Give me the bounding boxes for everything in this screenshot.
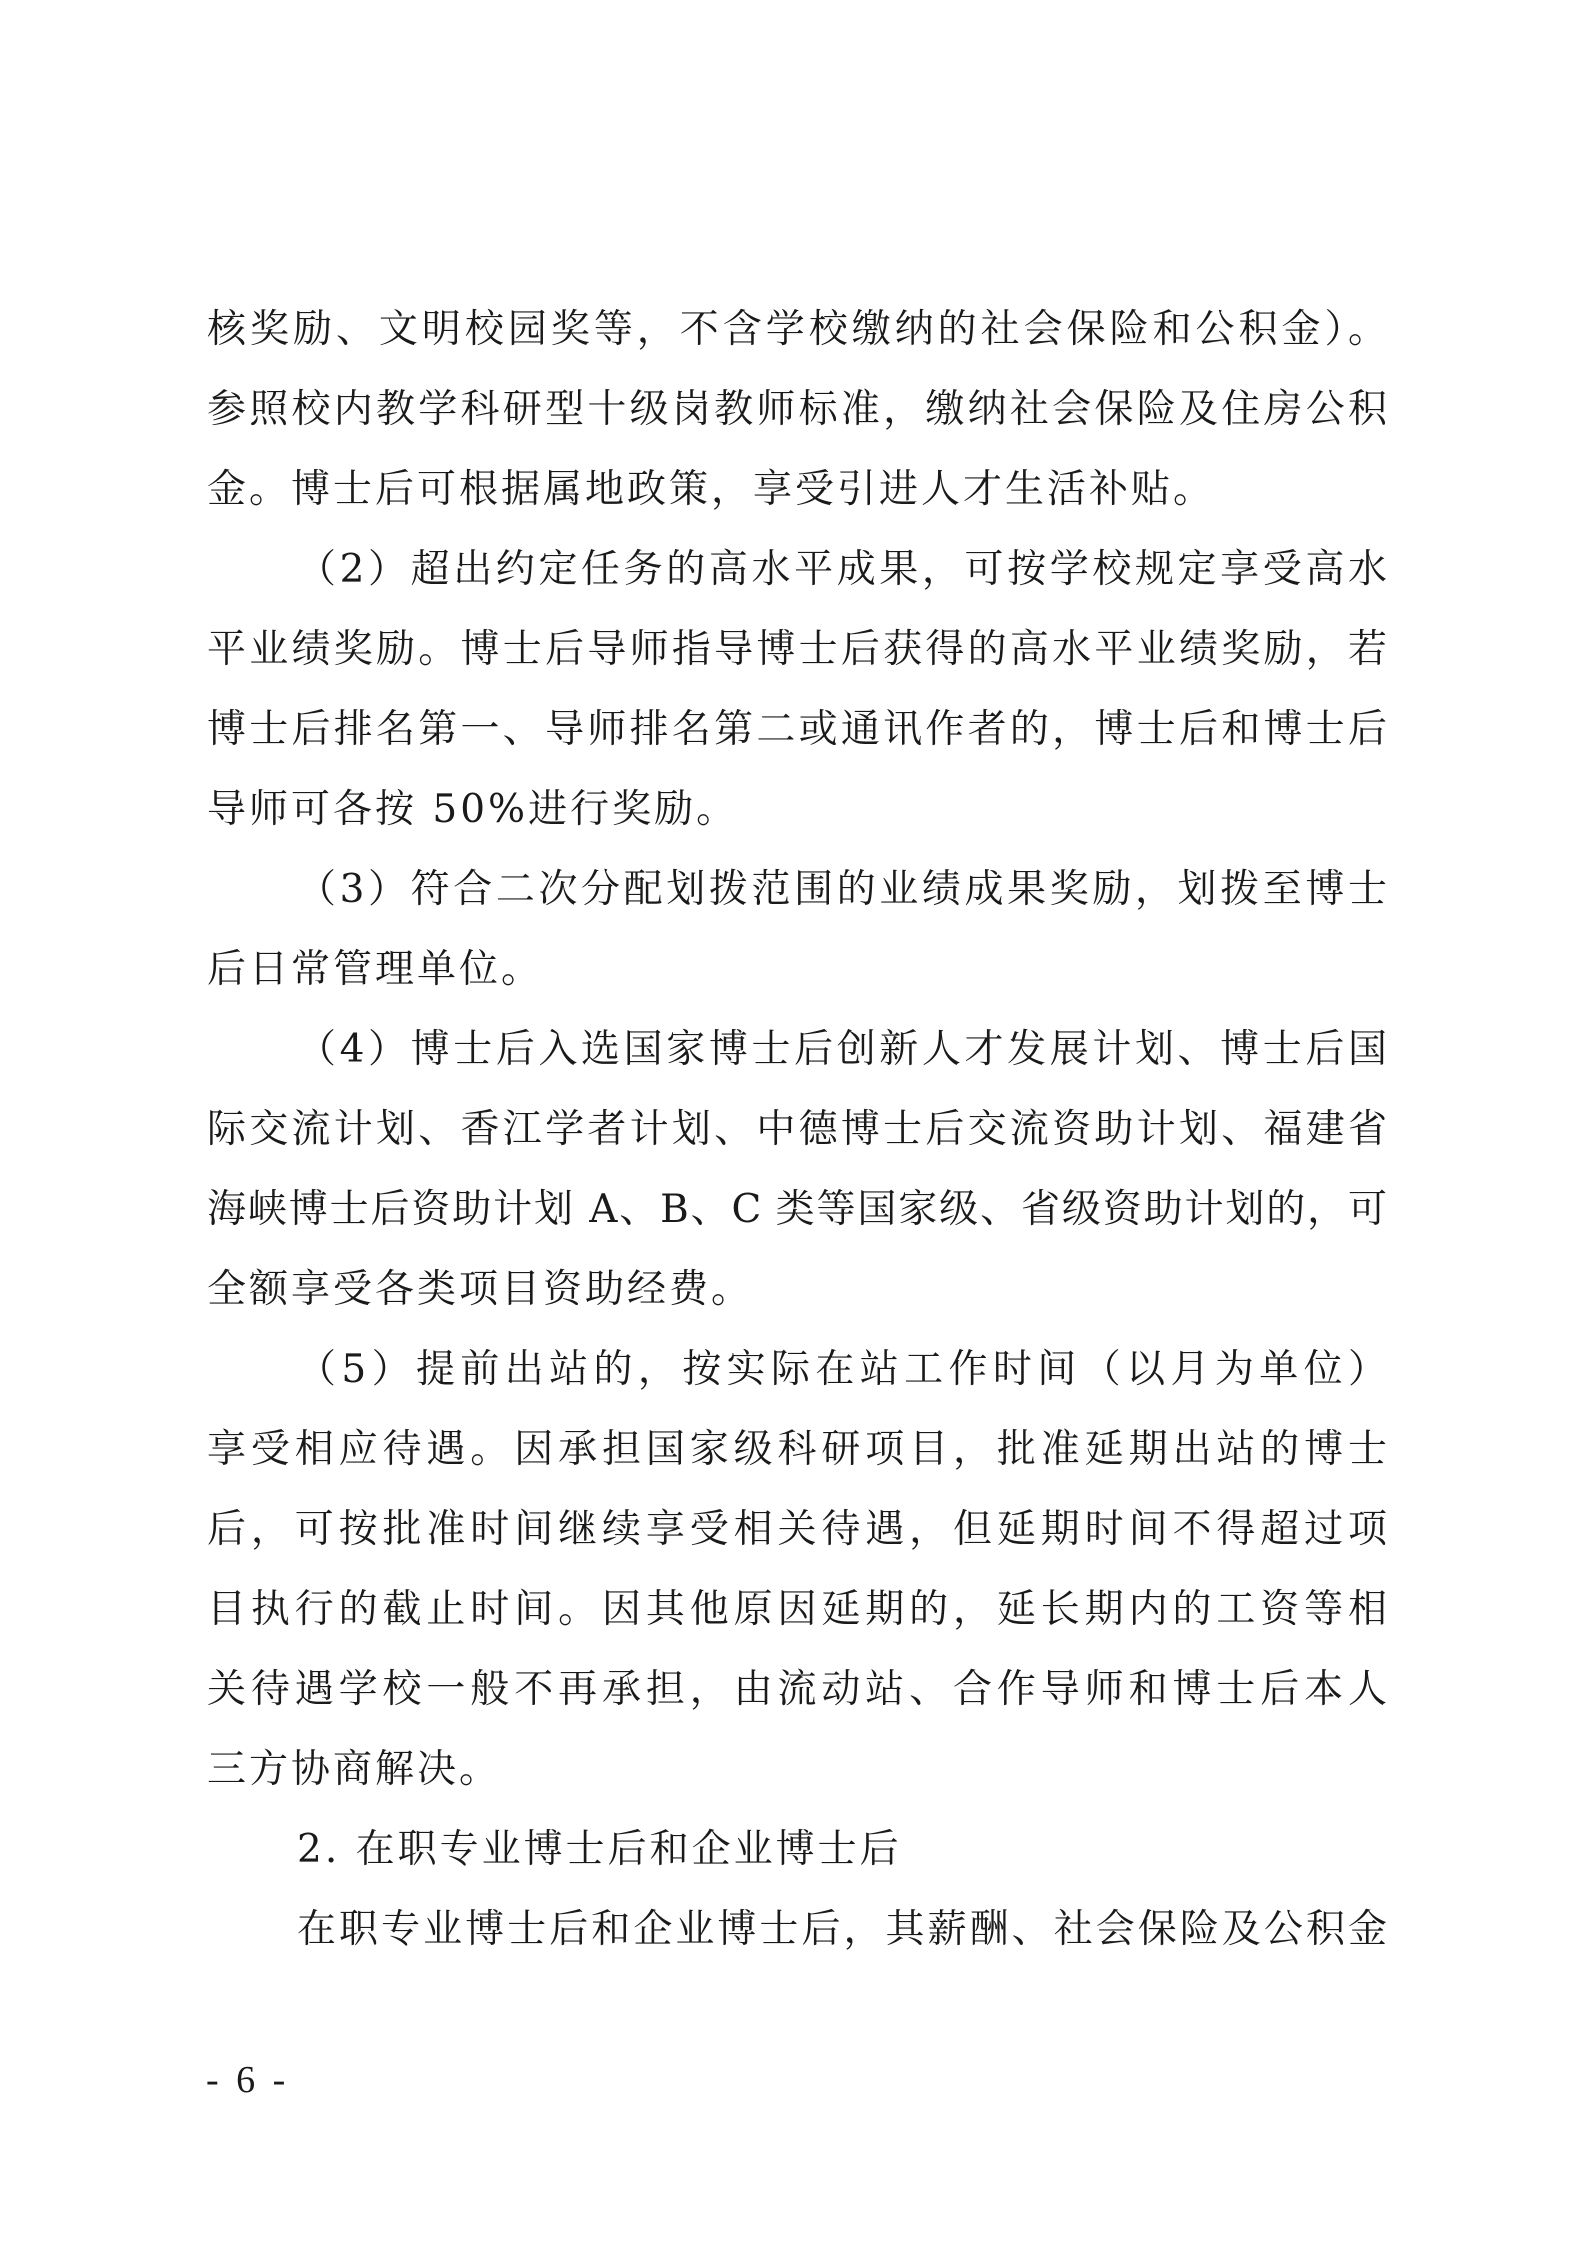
text-line: 海峡博士后资助计划 A、B、C 类等国家级、省级资助计划的，可 <box>207 1187 1387 1232</box>
text-line: 享受相应待遇。因承担国家级科研项目，批准延期出站的博士 <box>207 1427 1387 1472</box>
text-line: 平业绩奖励。博士后导师指导博士后获得的高水平业绩奖励，若 <box>207 627 1387 672</box>
text-line: 际交流计划、香江学者计划、中德博士后交流资助计划、福建省 <box>207 1107 1387 1152</box>
text-line: 后日常管理单位。 <box>207 947 544 992</box>
text-line: 参照校内教学科研型十级岗教师标准，缴纳社会保险及住房公积 <box>207 387 1387 432</box>
text-line: 在职专业博士后和企业博士后，其薪酬、社会保险及公积金 <box>297 1907 1387 1952</box>
text-line: （2）超出约定任务的高水平成果，可按学校规定享受高水 <box>297 547 1387 592</box>
text-line: 核奖励、文明校园奖等，不含学校缴纳的社会保险和公积金）。 <box>207 307 1387 352</box>
section-heading: 2. 在职专业博士后和企业博士后 <box>297 1827 902 1872</box>
text-line: 三方协商解决。 <box>207 1747 502 1792</box>
body-text <box>207 290 1387 1970</box>
text-line: 金。博士后可根据属地政策，享受引进人才生活补贴。 <box>207 467 1216 512</box>
text-line: （3）符合二次分配划拨范围的业绩成果奖励，划拨至博士 <box>297 867 1387 912</box>
text-line: 全额享受各类项目资助经费。 <box>207 1267 754 1312</box>
text-line: 目执行的截止时间。因其他原因延期的，延长期内的工资等相 <box>207 1587 1387 1632</box>
text-line: 后，可按批准时间继续享受相关待遇，但延期时间不得超过项 <box>207 1507 1387 1552</box>
text-line: 关待遇学校一般不再承担，由流动站、合作导师和博士后本人 <box>207 1667 1387 1712</box>
page-number: - 6 - <box>206 2059 290 2101</box>
text-line: 导师可各按 50%进行奖励。 <box>207 787 739 832</box>
text-line: 博士后排名第一、导师排名第二或通讯作者的，博士后和博士后 <box>207 707 1387 752</box>
text-line: （4）博士后入选国家博士后创新人才发展计划、博士后国 <box>297 1027 1387 1072</box>
text-line: （5）提前出站的，按实际在站工作时间（以月为单位） <box>297 1347 1387 1392</box>
